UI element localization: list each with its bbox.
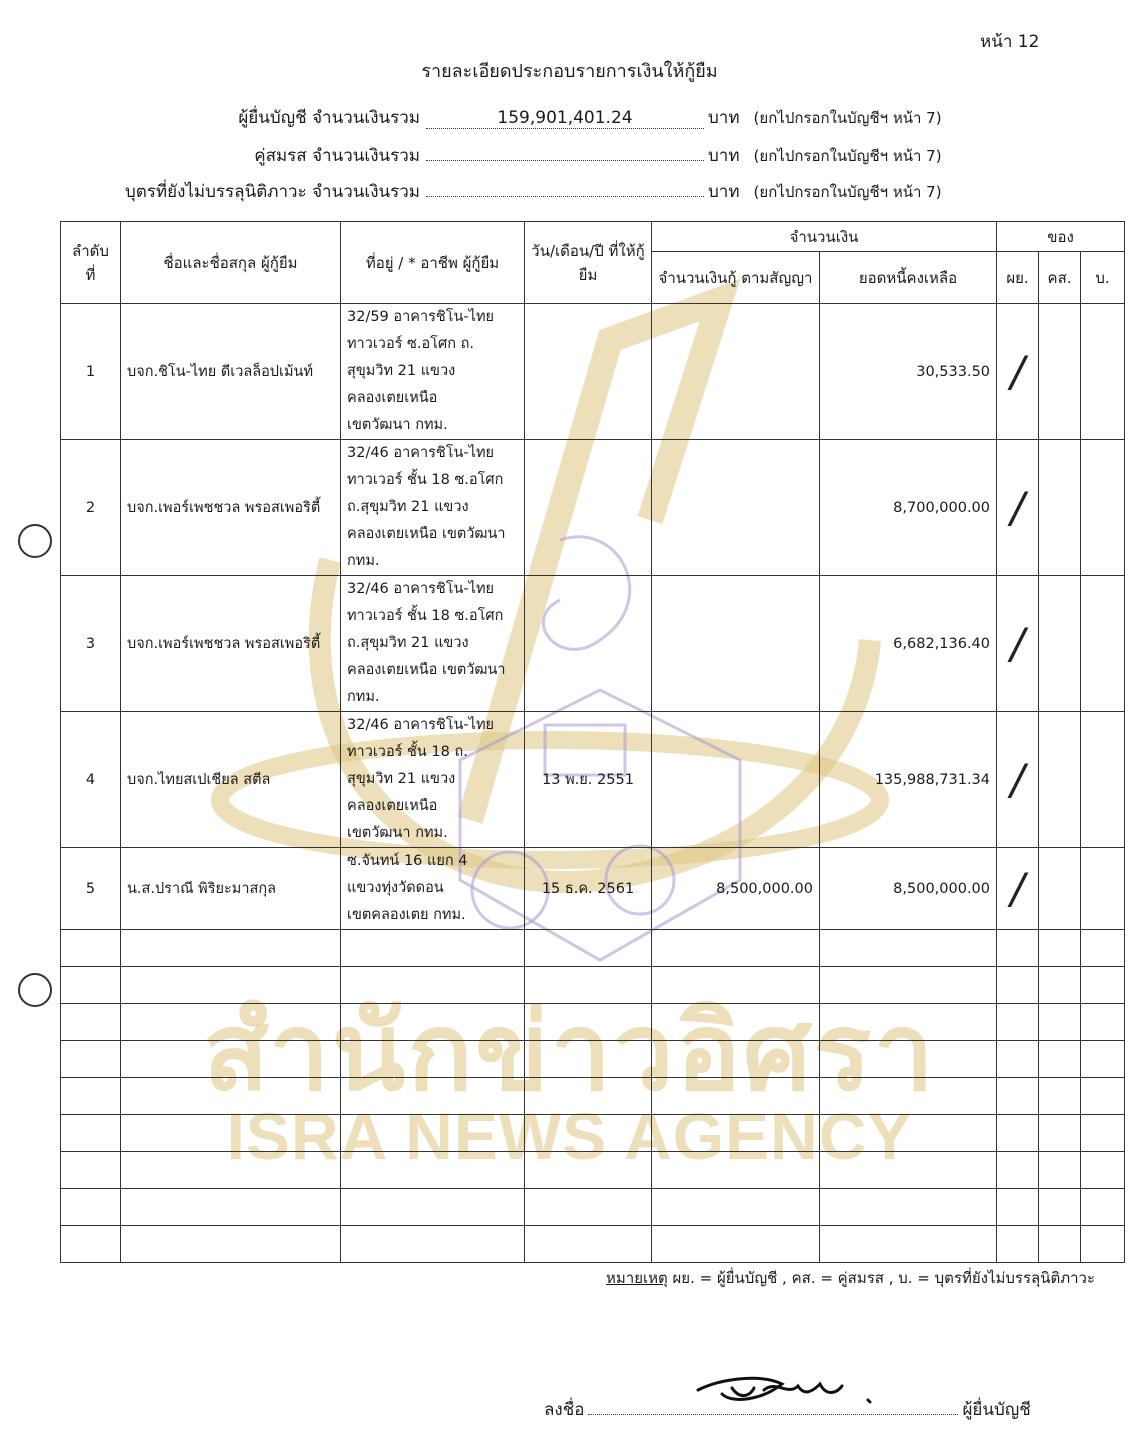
address-line: 32/46 อาคารชิโน-ไทย <box>347 717 494 733</box>
loan-table <box>60 221 1125 1263</box>
address-line: ซ.จันทน์ 16 แยก 4 <box>347 853 468 869</box>
empty-cell <box>652 1189 820 1226</box>
cell-balance: 30,533.50 <box>820 304 997 440</box>
empty-cell <box>341 1115 525 1152</box>
table-row <box>61 576 1125 712</box>
cell-owner-spouse <box>1039 848 1081 930</box>
cell-name: บจก.เพอร์เพชชวล พรอสเพอริตี้ <box>121 576 341 712</box>
cell-seq: 5 <box>61 848 121 930</box>
address-line: สุขุมวิท 21 แขวง <box>347 771 456 787</box>
empty-cell <box>820 1152 997 1189</box>
empty-cell <box>1039 930 1081 967</box>
address-line: คลองเตยเหนือ เขตวัฒนา <box>347 526 506 542</box>
cell-contract-amount <box>652 712 820 848</box>
address-line: ถ.สุขุมวิท 21 แขวง <box>347 635 469 651</box>
empty-cell <box>820 967 997 1004</box>
cell-owner-filer: / <box>997 712 1039 848</box>
cell-owner-spouse <box>1039 304 1081 440</box>
empty-cell <box>1081 1078 1125 1115</box>
signature-role: ผู้ยื่นบัญชี <box>962 1400 1031 1420</box>
header-amount-group: จำนวนเงิน <box>652 222 997 252</box>
empty-row <box>61 1115 1125 1152</box>
table-row <box>61 712 1125 848</box>
cell-balance: 8,500,000.00 <box>820 848 997 930</box>
header-date: วัน/เดือน/ปี ที่ให้กู้ยืม <box>525 222 652 304</box>
empty-cell <box>997 1041 1039 1078</box>
cell-address <box>341 304 525 440</box>
empty-row <box>61 1189 1125 1226</box>
empty-cell <box>652 1115 820 1152</box>
signature-dots <box>588 1396 958 1415</box>
empty-cell <box>1081 1004 1125 1041</box>
empty-cell <box>1039 1041 1081 1078</box>
cell-date <box>525 576 652 712</box>
empty-cell <box>121 1226 341 1263</box>
empty-row <box>61 1152 1125 1189</box>
empty-cell <box>61 1189 121 1226</box>
empty-cell <box>997 1152 1039 1189</box>
empty-cell <box>1039 1004 1081 1041</box>
empty-cell <box>525 930 652 967</box>
header-owner-child: บ. <box>1081 252 1125 304</box>
address-line: สุขุมวิท 21 แขวง <box>347 363 456 379</box>
summary-spouse <box>90 140 950 166</box>
summary-amount: 159,901,401.24 <box>426 108 704 129</box>
empty-cell <box>820 1078 997 1115</box>
address-line: คลองเตยเหนือ <box>347 798 438 814</box>
empty-cell <box>997 930 1039 967</box>
table-row <box>61 848 1125 930</box>
empty-cell <box>997 1004 1039 1041</box>
empty-cell <box>652 1226 820 1263</box>
footnote-label: หมายเหตุ <box>606 1269 668 1287</box>
header-name: ชื่อและชื่อสกุล ผู้กู้ยืม <box>121 222 341 304</box>
empty-cell <box>820 1041 997 1078</box>
summary-unit: บาท <box>708 182 740 202</box>
empty-cell <box>121 1078 341 1115</box>
summary-amount <box>426 176 704 197</box>
address-line: 32/46 อาคารชิโน-ไทย <box>347 581 494 597</box>
address-line: ทาวเวอร์ ชั้น 18 ถ. <box>347 744 468 760</box>
document-title: รายละเอียดประกอบรายการเงินให้กู้ยืม <box>421 61 718 82</box>
summary-label: ผู้ยื่นบัญชี จำนวนเงินรวม <box>238 108 420 128</box>
empty-cell <box>1039 1078 1081 1115</box>
empty-cell <box>652 1078 820 1115</box>
address-line: กทม. <box>347 689 380 705</box>
empty-row <box>61 1226 1125 1263</box>
empty-cell <box>61 1004 121 1041</box>
address-line: ทาวเวอร์ ชั้น 18 ซ.อโศก <box>347 608 504 624</box>
empty-cell <box>997 1115 1039 1152</box>
empty-cell <box>61 1078 121 1115</box>
address-line: ทาวเวอร์ ซ.อโศก ถ. <box>347 336 474 352</box>
header-balance: ยอดหนี้คงเหลือ <box>820 252 997 304</box>
empty-cell <box>121 1115 341 1152</box>
footnote <box>606 1266 1095 1290</box>
cell-owner-child <box>1081 440 1125 576</box>
cell-name: น.ส.ปราณี พิริยะมาสกุล <box>121 848 341 930</box>
watermark-thai: สำนักข่าวอิศรา <box>203 990 936 1115</box>
cell-owner-child <box>1081 304 1125 440</box>
cell-seq: 4 <box>61 712 121 848</box>
empty-row <box>61 1041 1125 1078</box>
cell-owner-filer: / <box>997 576 1039 712</box>
signature-line <box>544 1396 1031 1423</box>
watermark-english: ISRA NEWS AGENCY <box>226 1099 913 1173</box>
summary-unit: บาท <box>708 146 740 166</box>
empty-cell <box>341 1152 525 1189</box>
empty-cell <box>1039 1226 1081 1263</box>
cell-owner-spouse <box>1039 576 1081 712</box>
cell-address <box>341 440 525 576</box>
empty-cell <box>61 1226 121 1263</box>
empty-cell <box>652 930 820 967</box>
empty-cell <box>61 967 121 1004</box>
empty-cell <box>341 1226 525 1263</box>
summary-filer <box>90 104 950 130</box>
empty-cell <box>820 1226 997 1263</box>
empty-cell <box>652 1041 820 1078</box>
punch-hole-bottom <box>18 973 52 1007</box>
empty-cell <box>121 1004 341 1041</box>
empty-cell <box>997 967 1039 1004</box>
empty-cell <box>61 930 121 967</box>
empty-cell <box>525 1226 652 1263</box>
empty-cell <box>121 930 341 967</box>
empty-cell <box>341 1041 525 1078</box>
address-line: แขวงทุ่งวัดดอน <box>347 880 444 896</box>
table-row <box>61 304 1125 440</box>
summary-note: (ยกไปกรอกในบัญชีฯ หน้า 7) <box>753 109 942 127</box>
cell-name: บจก.ไทยสเปเชียล สตีล <box>121 712 341 848</box>
empty-cell <box>1081 1152 1125 1189</box>
cell-address <box>341 576 525 712</box>
empty-cell <box>525 967 652 1004</box>
address-line: คลองเตยเหนือ เขตวัฒนา <box>347 662 506 678</box>
empty-cell <box>1081 967 1125 1004</box>
empty-cell <box>1039 1189 1081 1226</box>
empty-cell <box>1081 1226 1125 1263</box>
cell-contract-amount <box>652 440 820 576</box>
empty-cell <box>820 1189 997 1226</box>
address-line: คลองเตยเหนือ <box>347 390 438 406</box>
summary-child <box>90 176 950 202</box>
cell-owner-filer: / <box>997 848 1039 930</box>
cell-date: 15 ธ.ค. 2561 <box>525 848 652 930</box>
empty-row <box>61 930 1125 967</box>
empty-cell <box>121 1041 341 1078</box>
empty-cell <box>652 1004 820 1041</box>
empty-cell <box>341 1004 525 1041</box>
cell-balance: 6,682,136.40 <box>820 576 997 712</box>
empty-cell <box>820 1115 997 1152</box>
empty-cell <box>61 1041 121 1078</box>
empty-cell <box>341 1078 525 1115</box>
address-line: ทาวเวอร์ ชั้น 18 ซ.อโศก <box>347 472 504 488</box>
header-address: ที่อยู่ / * อาชีพ ผู้กู้ยืม <box>341 222 525 304</box>
empty-row <box>61 1078 1125 1115</box>
empty-cell <box>1081 930 1125 967</box>
empty-cell <box>820 930 997 967</box>
header-owner-filer: ผย. <box>997 252 1039 304</box>
empty-cell <box>61 1115 121 1152</box>
address-line: 32/46 อาคารชิโน-ไทย <box>347 445 494 461</box>
cell-date: 13 พ.ย. 2551 <box>525 712 652 848</box>
empty-row <box>61 967 1125 1004</box>
cell-owner-spouse <box>1039 440 1081 576</box>
empty-cell <box>61 1152 121 1189</box>
empty-cell <box>525 1189 652 1226</box>
cell-date <box>525 440 652 576</box>
table-row <box>61 440 1125 576</box>
empty-cell <box>1039 1115 1081 1152</box>
empty-cell <box>525 1004 652 1041</box>
header-seq: ลำดับ ที่ <box>61 222 121 304</box>
summary-note: (ยกไปกรอกในบัญชีฯ หน้า 7) <box>753 183 942 201</box>
cell-contract-amount <box>652 304 820 440</box>
cell-balance: 135,988,731.34 <box>820 712 997 848</box>
empty-cell <box>1081 1189 1125 1226</box>
summary-label: คู่สมรส จำนวนเงินรวม <box>254 146 420 166</box>
summary-label: บุตรที่ยังไม่บรรลุนิติภาวะ จำนวนเงินรวม <box>124 182 420 202</box>
empty-cell <box>997 1078 1039 1115</box>
address-line: ถ.สุขุมวิท 21 แขวง <box>347 499 469 515</box>
signature-label: ลงชื่อ <box>544 1400 585 1420</box>
empty-cell <box>997 1189 1039 1226</box>
cell-balance: 8,700,000.00 <box>820 440 997 576</box>
empty-cell <box>121 1189 341 1226</box>
empty-cell <box>525 1078 652 1115</box>
header-owner-group: ของ <box>997 222 1125 252</box>
cell-name: บจก.ชิโน-ไทย ดีเวลล็อปเม้นท์ <box>121 304 341 440</box>
cell-owner-child <box>1081 576 1125 712</box>
address-line: 32/59 อาคารชิโน-ไทย <box>347 309 494 325</box>
cell-name: บจก.เพอร์เพชชวล พรอสเพอริตี้ <box>121 440 341 576</box>
cell-date <box>525 304 652 440</box>
footnote-text: ผย. = ผู้ยื่นบัญชี , คส. = คู่สมรส , บ. = บุตรที่ยังไม่บรรลุนิติภาวะ <box>667 1269 1096 1287</box>
header-owner-spouse: คส. <box>1039 252 1081 304</box>
summary-amount <box>426 140 704 161</box>
header-contract-amount: จำนวนเงินกู้ ตามสัญญา <box>652 252 820 304</box>
cell-owner-child <box>1081 712 1125 848</box>
cell-address <box>341 848 525 930</box>
empty-cell <box>1039 967 1081 1004</box>
empty-cell <box>525 1115 652 1152</box>
empty-row <box>61 1004 1125 1041</box>
empty-cell <box>341 967 525 1004</box>
cell-owner-child <box>1081 848 1125 930</box>
empty-cell <box>1039 1152 1081 1189</box>
empty-cell <box>997 1226 1039 1263</box>
empty-cell <box>652 1152 820 1189</box>
summary-note: (ยกไปกรอกในบัญชีฯ หน้า 7) <box>753 147 942 165</box>
cell-owner-filer: / <box>997 304 1039 440</box>
address-line: กทม. <box>347 553 380 569</box>
page-number: หน้า 12 <box>980 32 1040 52</box>
cell-seq: 1 <box>61 304 121 440</box>
empty-cell <box>525 1152 652 1189</box>
empty-cell <box>1081 1115 1125 1152</box>
address-line: เขตคลองเตย กทม. <box>347 907 466 923</box>
empty-cell <box>121 1152 341 1189</box>
cell-contract-amount: 8,500,000.00 <box>652 848 820 930</box>
cell-owner-filer: / <box>997 440 1039 576</box>
cell-address <box>341 712 525 848</box>
summary-unit: บาท <box>708 108 740 128</box>
empty-cell <box>341 930 525 967</box>
empty-cell <box>341 1189 525 1226</box>
punch-hole-top <box>18 524 52 558</box>
cell-seq: 3 <box>61 576 121 712</box>
empty-cell <box>652 967 820 1004</box>
address-line: เขตวัฒนา กทม. <box>347 417 448 433</box>
empty-cell <box>121 967 341 1004</box>
empty-cell <box>525 1041 652 1078</box>
cell-seq: 2 <box>61 440 121 576</box>
empty-cell <box>820 1004 997 1041</box>
cell-owner-spouse <box>1039 712 1081 848</box>
empty-cell <box>1081 1041 1125 1078</box>
cell-contract-amount <box>652 576 820 712</box>
address-line: เขตวัฒนา กทม. <box>347 825 448 841</box>
